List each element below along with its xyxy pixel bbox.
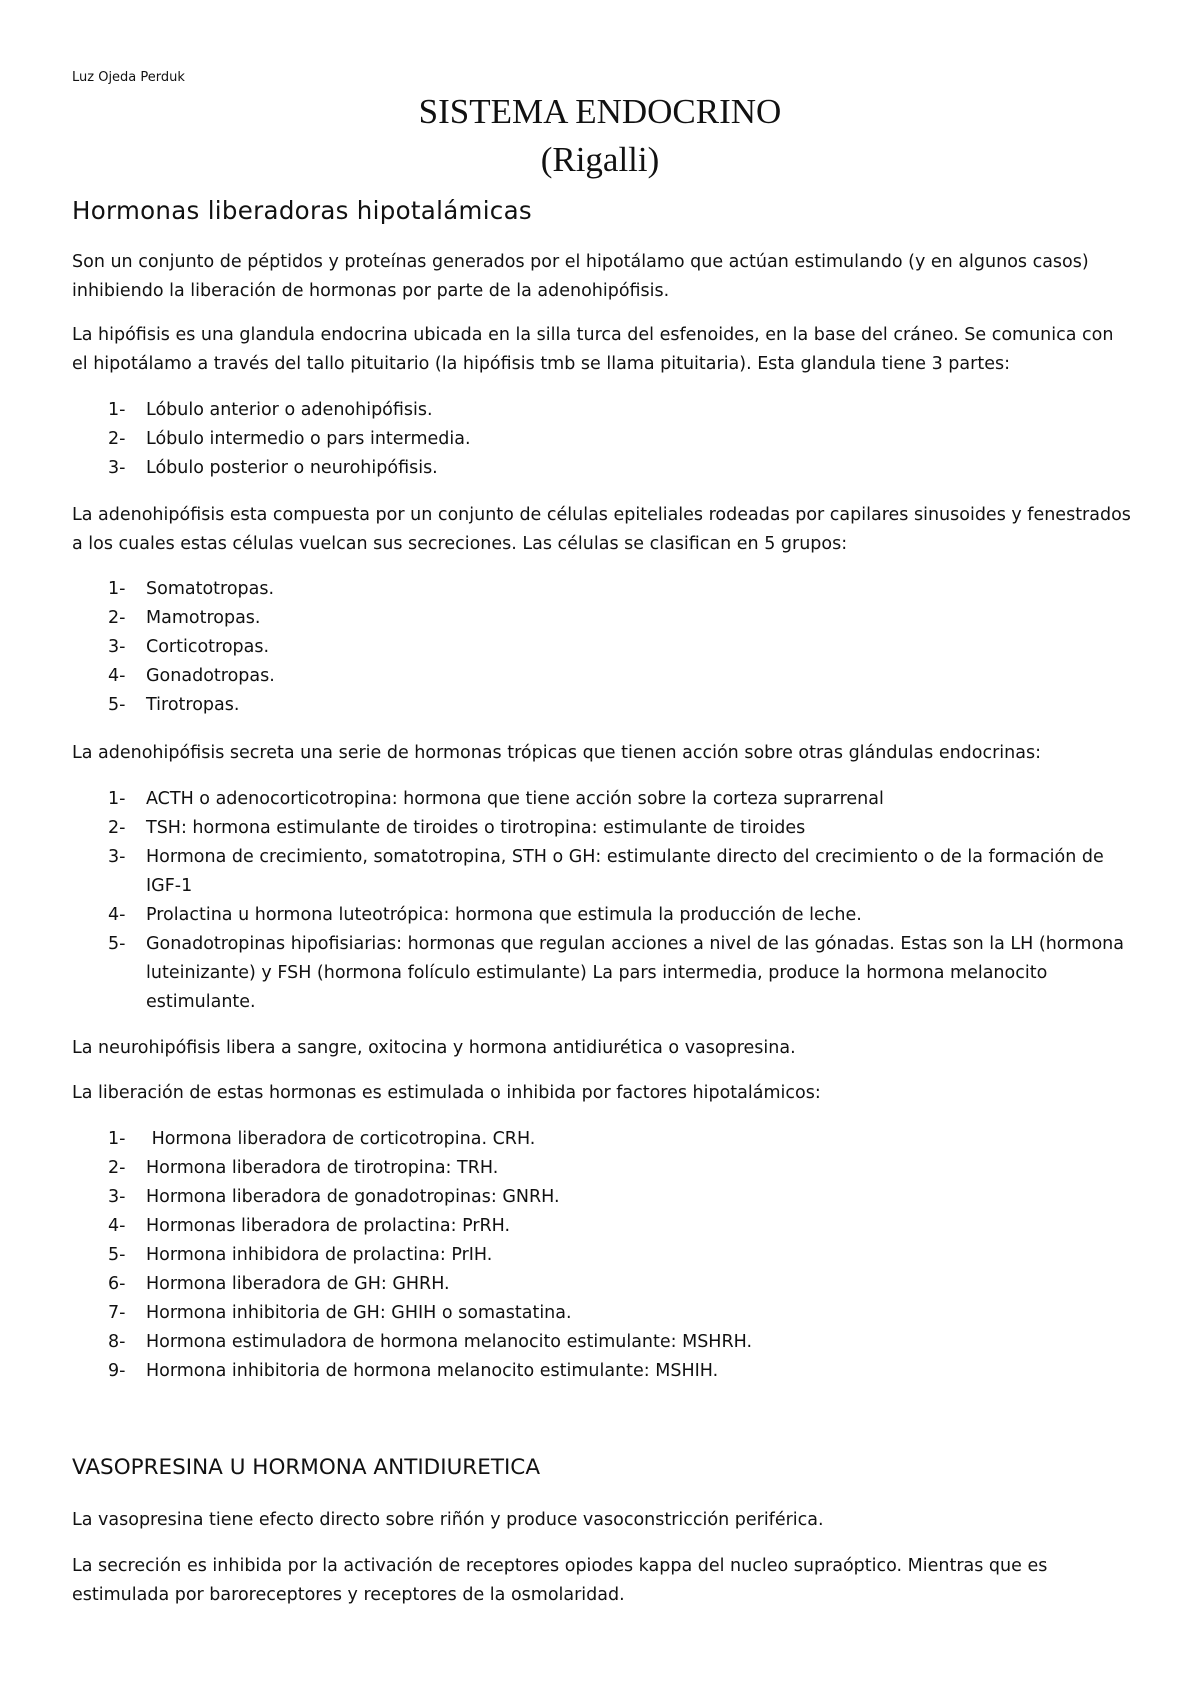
list-item: 3- Corticotropas.: [108, 637, 270, 657]
list-partes-hipofisis: [108, 396, 1138, 483]
list-item: 4- Gonadotropas.: [108, 666, 275, 686]
list-hormonas-tropicas: [108, 785, 1138, 1017]
list-item: 2- TSH: hormona estimulante de tiroides o tirotropina: estimulante de tiroides: [108, 818, 806, 838]
list-item: 2- Mamotropas.: [108, 608, 261, 628]
paragraph-adenohipofisis: La adenohipófisis esta compuesta por un conjunto de células epiteliales rodeadas por capilares sinusoides y fenestrados a los cuales estas células vuelcan sus secreciones. Las células se clasifican en 5 grupos:: [72, 505, 1131, 554]
list-item: 3- Hormona de crecimiento, somatotropina, STH o GH: estimulante directo del crecimiento o de la formación de IGF-1: [108, 847, 1104, 896]
list-item: 1- ACTH o adenocorticotropina: hormona que tiene acción sobre la corteza suprarrenal: [108, 789, 884, 809]
list-item: 5- Tirotropas.: [108, 695, 240, 715]
list-item: 3- Hormona liberadora de gonadotropinas: GNRH.: [108, 1187, 560, 1207]
list-item: 8- Hormona estimuladora de hormona melanocito estimulante: MSHRH.: [108, 1332, 753, 1352]
list-item: 1- Lóbulo anterior o adenohipófisis.: [108, 400, 433, 420]
section-heading-vasopresina: VASOPRESINA U HORMONA ANTIDIURETICA: [72, 1455, 541, 1480]
list-item: 9- Hormona inhibitoria de hormona melanocito estimulante: MSHIH.: [108, 1361, 719, 1381]
list-item: 4- Hormonas liberadora de prolactina: PrRH.: [108, 1216, 511, 1236]
list-item: 3- Lóbulo posterior o neurohipófisis.: [108, 458, 438, 478]
list-item: 5- Gonadotropinas hipofisiarias: hormonas que regulan acciones a nivel de las gónadas. Estas son la LH (hormona luteinizante) y FSH (hormona folículo estimulante) La pars intermedia, produce la hormona melanocito estimulante.: [108, 934, 1124, 1012]
list-item: 1- Hormona liberadora de corticotropina. CRH.: [108, 1129, 536, 1149]
list-item: 7- Hormona inhibitoria de GH: GHIH o somastatina.: [108, 1303, 572, 1323]
list-factores-hipotalamicos: [108, 1125, 1138, 1386]
paragraph-hipofisis: La hipófisis es una glandula endocrina ubicada en la silla turca del esfenoides, en la base del cráneo. Se comunica con el hipotálamo a través del tallo pituitario (la hipófisis tmb se llama pituitaria). Esta glandula tiene 3 partes:: [72, 325, 1114, 374]
section-heading-hormonas: Hormonas liberadoras hipotalámicas: [72, 196, 532, 225]
paragraph-vasopresina-secrecion: La secreción es inhibida por la activación de receptores opiodes kappa del nucleo supraóptico. Mientras que es estimulada por baroreceptores y receptores de la osmolaridad.: [72, 1556, 1048, 1605]
document-subtitle: (Rigalli): [540, 140, 660, 179]
list-item: 6- Hormona liberadora de GH: GHRH.: [108, 1274, 450, 1294]
list-tipos-celulas: [108, 575, 1138, 720]
author-name: Luz Ojeda Perduk: [72, 70, 185, 85]
list-item: 1- Somatotropas.: [108, 579, 275, 599]
list-item: 5- Hormona inhibidora de prolactina: PrIH.: [108, 1245, 493, 1265]
paragraph-hormonas-tropicas: La adenohipófisis secreta una serie de hormonas trópicas que tienen acción sobre otras glándulas endocrinas:: [72, 743, 1041, 763]
list-item: 4- Prolactina u hormona luteotrópica: hormona que estimula la producción de leche.: [108, 905, 862, 925]
paragraph-vasopresina-efecto: La vasopresina tiene efecto directo sobre riñón y produce vasoconstricción periférica.: [72, 1510, 824, 1530]
paragraph-intro: Son un conjunto de péptidos y proteínas generados por el hipotálamo que actúan estimulando (y en algunos casos) inhibiendo la liberación de hormonas por parte de la adenohipófisis.: [72, 252, 1089, 301]
list-item: 2- Lóbulo intermedio o pars intermedia.: [108, 429, 471, 449]
list-item: 2- Hormona liberadora de tirotropina: TRH.: [108, 1158, 499, 1178]
paragraph-factores: La liberación de estas hormonas es estimulada o inhibida por factores hipotalámicos:: [72, 1083, 821, 1103]
document-title: SISTEMA ENDOCRINO: [418, 92, 782, 131]
paragraph-neurohipofisis: La neurohipófisis libera a sangre, oxitocina y hormona antidiurética o vasopresina.: [72, 1038, 796, 1058]
